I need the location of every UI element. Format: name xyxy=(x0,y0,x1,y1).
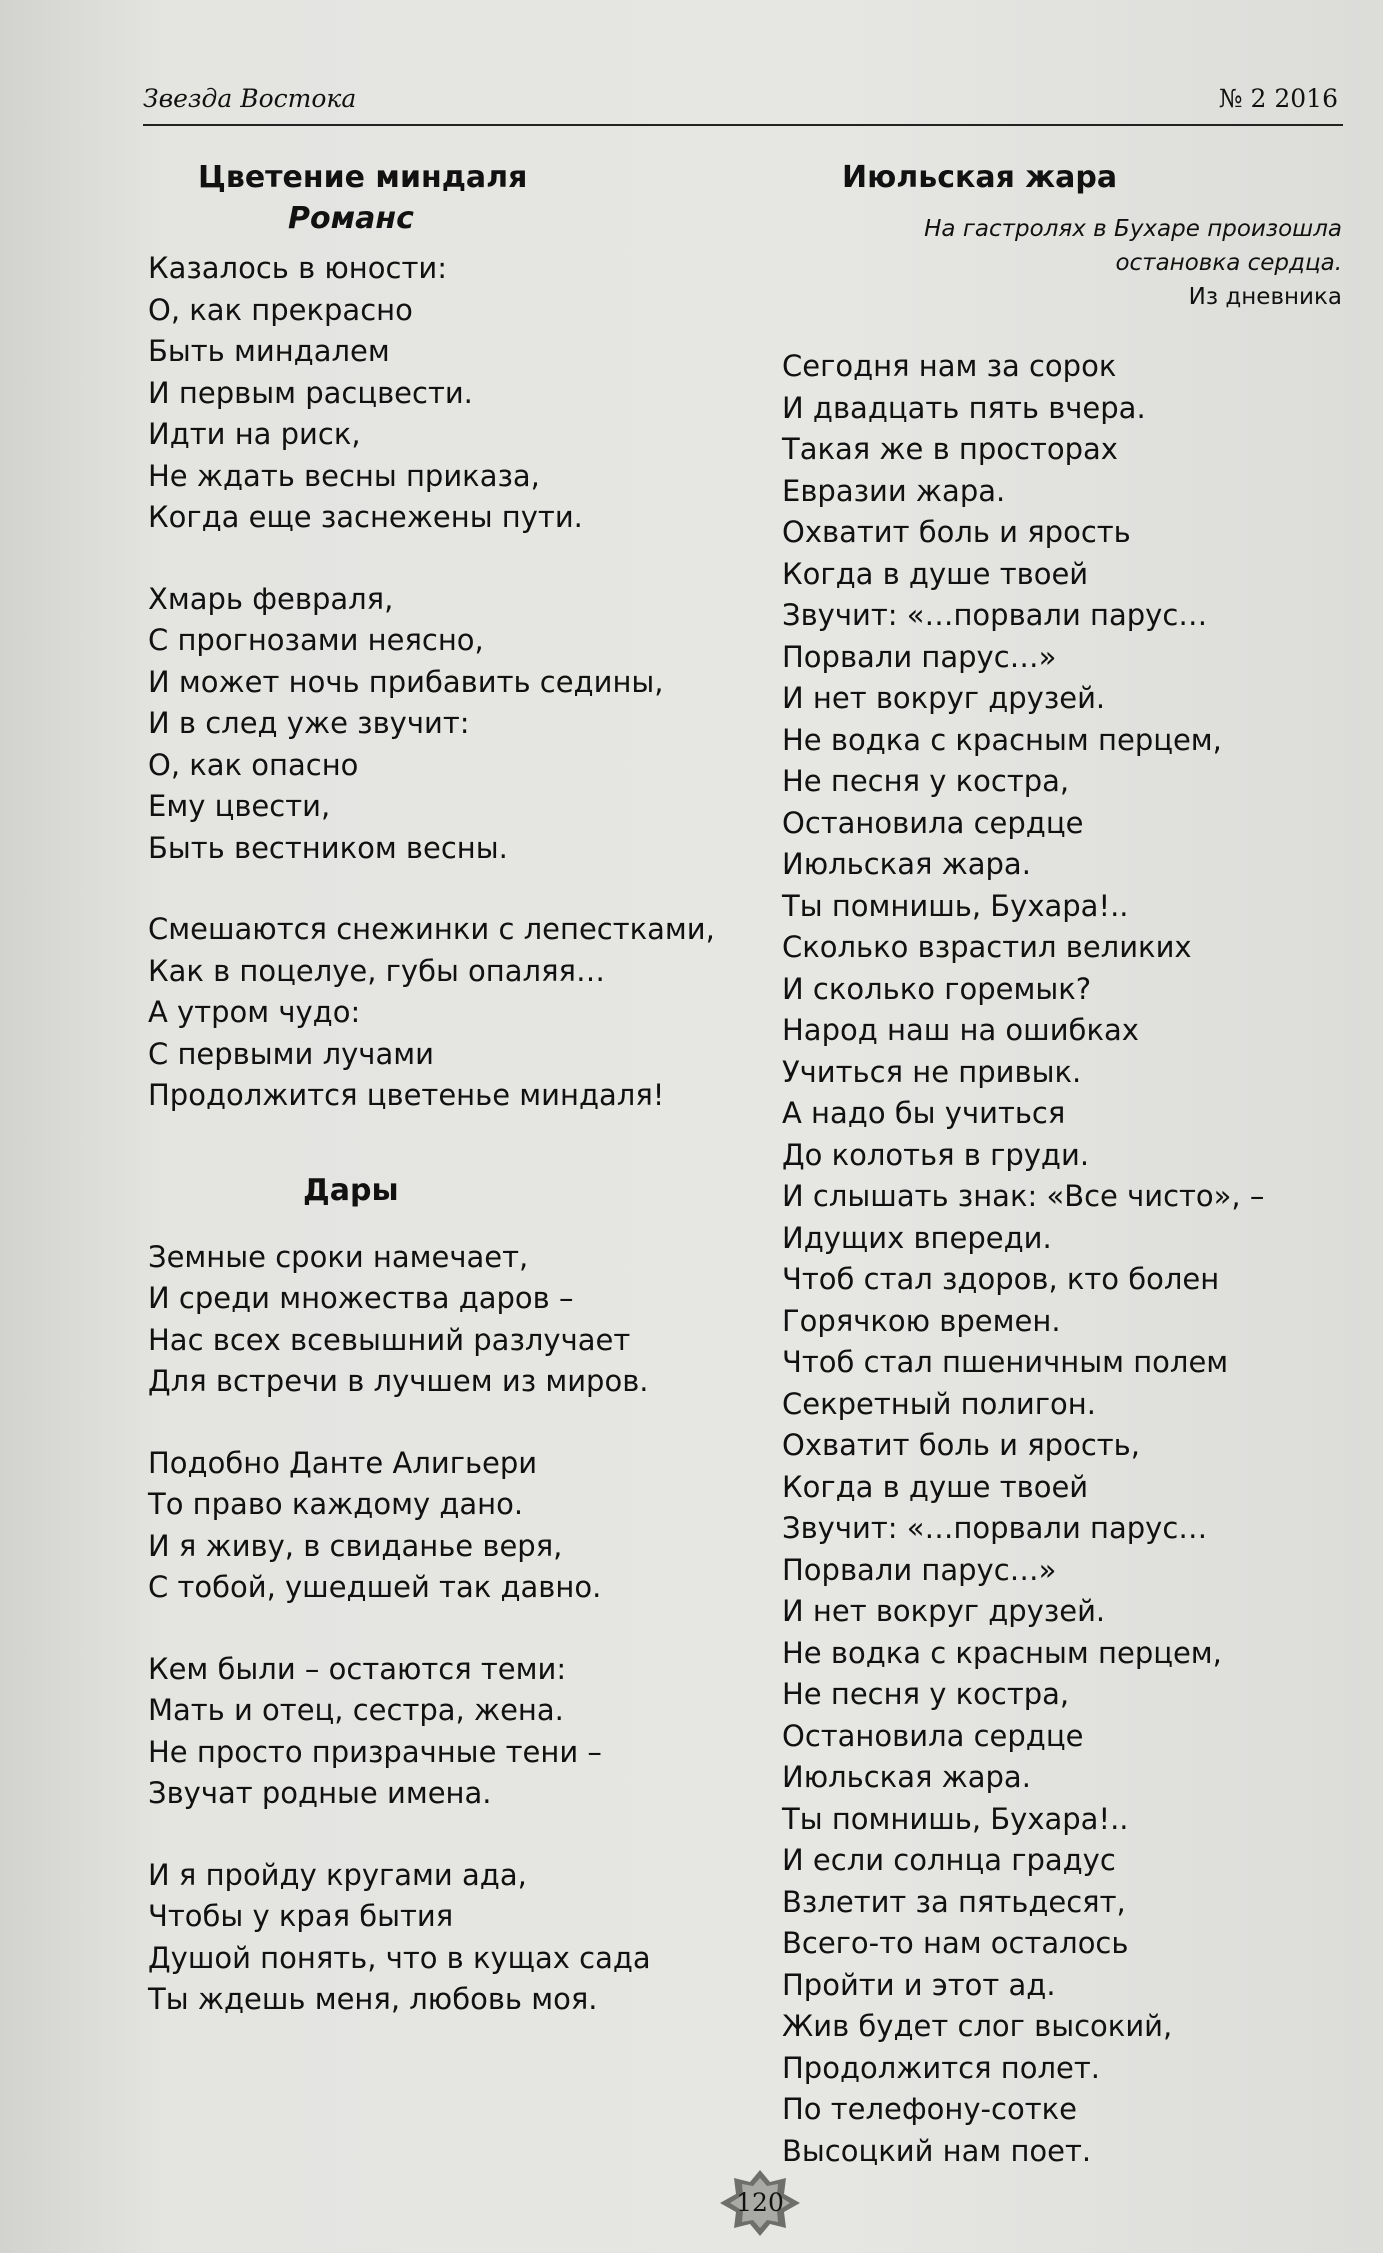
journal-title: Звезда Востока xyxy=(143,84,357,113)
verse-line: А надо бы учиться xyxy=(782,1096,1066,1130)
verse-line: Когда в душе твоей xyxy=(782,1469,1089,1504)
verse-line: Учиться не привык. xyxy=(782,1054,1082,1089)
verse-line: Не просто призрачные тени – xyxy=(148,1734,602,1769)
verse-line: То право каждому дано. xyxy=(148,1487,524,1521)
verse-line: И может ночь прибавить седины, xyxy=(148,664,664,699)
verse-line: Секретный полигон. xyxy=(782,1386,1096,1421)
stanza xyxy=(148,248,708,539)
verse-line: Охватит боль и ярость, xyxy=(782,1428,1140,1462)
verse-line: Сколько взрастил великих xyxy=(782,930,1192,964)
verse-line: Остановила сердце xyxy=(782,1718,1084,1753)
stanza xyxy=(148,1237,708,1403)
verse-line: Смешаются снежинки с лепестками, xyxy=(148,912,715,946)
verse-line: Такая же в просторах xyxy=(782,432,1118,466)
verse-line: Быть вестником весны. xyxy=(148,830,508,865)
left-column xyxy=(148,158,715,2021)
poem-title-gifts: Дары xyxy=(303,1172,399,1208)
right-column xyxy=(782,158,1342,2172)
verse-line: С тобой, ушедшей так давно. xyxy=(148,1570,602,1604)
verse-line: Идущих впереди. xyxy=(782,1220,1052,1255)
verse-line: Горячкою времен. xyxy=(782,1303,1061,1338)
verse-line: Ты ждешь меня, любовь моя. xyxy=(148,1982,598,2016)
verse-line: Остановила сердце xyxy=(782,805,1084,840)
poem-almond xyxy=(148,248,715,1117)
verse-line: Порвали парус…» xyxy=(782,1552,1057,1587)
verse-line: Для встречи в лучшем из миров. xyxy=(148,1364,649,1398)
stanza xyxy=(148,1443,708,1609)
verse-line: Когда в душе твоей xyxy=(782,556,1089,591)
verse-line: Жив будет слог высокий, xyxy=(782,2009,1173,2043)
verse-line: Чтоб стал здоров, кто болен xyxy=(782,1262,1220,1296)
stanza xyxy=(148,1649,708,1815)
verse-line: Звучит: «…порвали парус… xyxy=(782,1511,1208,1545)
verse-line: Идти на риск, xyxy=(148,417,361,451)
verse-line: Звучат родные имена. xyxy=(148,1776,492,1810)
verse-line: И я пройду кругами ада, xyxy=(148,1857,527,1892)
poem-gifts xyxy=(148,1237,708,2021)
verse-line: О, как прекрасно xyxy=(148,292,413,327)
verse-line: Звучит: «…порвали парус… xyxy=(782,598,1208,632)
verse-line: И среди множества даров – xyxy=(148,1281,574,1315)
issue-number: № 2 2016 xyxy=(1218,84,1338,113)
verse-line: О, как опасно xyxy=(148,747,359,782)
verse-line: Нас всех всевышний разлучает xyxy=(148,1322,631,1357)
page-number: 120 xyxy=(736,2188,784,2217)
stanza xyxy=(148,579,708,870)
verse-line: Чтоб стал пшеничным полем xyxy=(782,1345,1229,1379)
verse-line: Высоцкий нам поет. xyxy=(782,2133,1092,2168)
page-number-badge xyxy=(720,2170,800,2236)
epigraph xyxy=(782,212,1342,280)
epigraph-source: Из дневника xyxy=(1188,284,1342,310)
verse-line: Охватит боль и ярость xyxy=(782,515,1131,549)
verse-line: Чтобы у края бытия xyxy=(148,1899,454,1933)
verse-line: И нет вокруг друзей. xyxy=(782,1594,1106,1628)
verse-line: И нет вокруг друзей. xyxy=(782,681,1106,715)
verse-line: По телефону-сотке xyxy=(782,2092,1077,2126)
stanza xyxy=(148,909,715,1117)
verse-line: С первыми лучами xyxy=(148,1036,434,1071)
verse-line: Народ наш на ошибках xyxy=(782,1013,1139,1047)
verse-line: Хмарь февраля, xyxy=(148,581,394,616)
verse-line: Подобно Данте Алигьери xyxy=(148,1445,538,1480)
epigraph-line: На гастролях в Бухаре произошла xyxy=(924,216,1342,242)
verse-line: До колотья в груди. xyxy=(782,1137,1090,1172)
verse-line: Продолжится полет. xyxy=(782,2050,1100,2085)
verse-line: И двадцать пять вчера. xyxy=(782,390,1146,425)
verse-line: С прогнозами неясно, xyxy=(148,623,484,657)
verse-line: Быть миндалем xyxy=(148,334,390,368)
verse-line: Июльская жара. xyxy=(782,847,1031,881)
poem-title-july-heat: Июльская жара xyxy=(842,160,1118,195)
verse-line: Порвали парус…» xyxy=(782,639,1057,674)
running-header xyxy=(143,80,1343,126)
verse-line: И в след уже звучит: xyxy=(148,706,470,740)
verse-line: Не ждать весны приказа, xyxy=(148,458,540,493)
verse-line: И слышать знак: «Все чисто», – xyxy=(782,1179,1265,1213)
poem-title-almond: Цветение миндаля xyxy=(198,160,528,195)
verse-line: Душой понять, что в кущах сада xyxy=(148,1940,651,1975)
verse-line: Не водка с красным перцем, xyxy=(782,722,1222,757)
verse-line: И если солнца градус xyxy=(782,1843,1116,1877)
verse-line: Ты помнишь, Бухара!.. xyxy=(782,888,1129,923)
verse-line: Взлетит за пятьдесят, xyxy=(782,1884,1126,1919)
verse-line: Продолжится цветенье миндаля! xyxy=(148,1078,665,1112)
verse-line: Не песня у костра, xyxy=(782,764,1070,798)
stanza xyxy=(148,1855,708,2021)
verse-line: Сегодня нам за сорок xyxy=(782,349,1117,383)
verse-line: И первым расцвести. xyxy=(148,375,473,410)
verse-line: И я живу, в свиданье веря, xyxy=(148,1528,563,1563)
verse-line: Ему цвести, xyxy=(148,789,331,823)
verse-line: Земные сроки намечает, xyxy=(148,1239,529,1274)
verse-line: Как в поцелуе, губы опаляя… xyxy=(148,953,605,988)
verse-line: Кем были – остаются теми: xyxy=(148,1651,567,1686)
verse-line: И сколько горемык? xyxy=(782,971,1092,1006)
verse-line: Евразии жара. xyxy=(782,473,1006,508)
verse-line: Казалось в юности: xyxy=(148,251,447,285)
verse-line: Не песня у костра, xyxy=(782,1677,1070,1711)
poem-july-heat xyxy=(782,346,1342,2172)
verse-line: Ты помнишь, Бухара!.. xyxy=(782,1801,1129,1836)
verse-line: Не водка с красным перцем, xyxy=(782,1635,1222,1670)
verse-line: Пройти и этот ад. xyxy=(782,1967,1056,2002)
verse-line: Июльская жара. xyxy=(782,1760,1031,1794)
verse-line: А утром чудо: xyxy=(148,995,361,1029)
verse-line: Когда еще заснежены пути. xyxy=(148,500,583,534)
verse-line: Всего-то нам осталось xyxy=(782,1926,1129,1960)
epigraph-line: остановка сердца. xyxy=(1115,250,1342,276)
verse-line: Мать и отец, сестра, жена. xyxy=(148,1693,564,1727)
poem-subtitle-romance: Романс xyxy=(288,201,414,236)
